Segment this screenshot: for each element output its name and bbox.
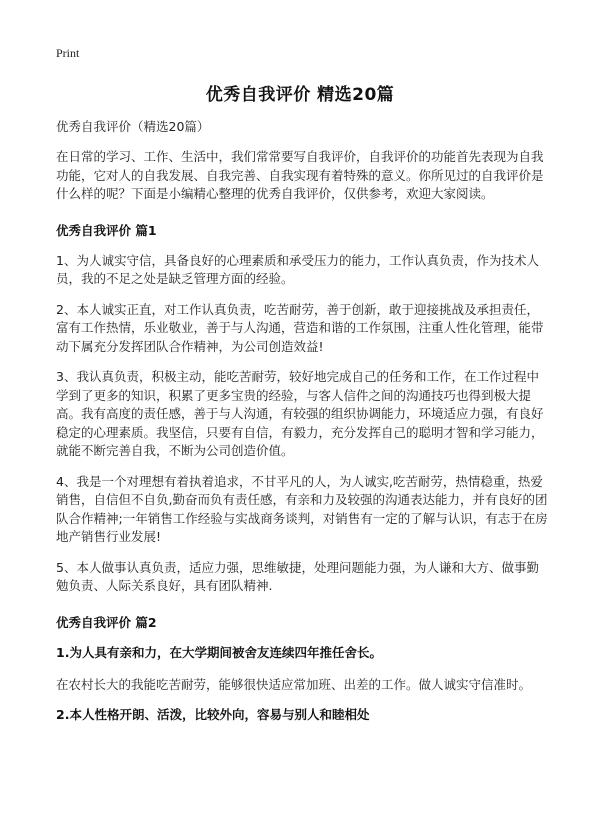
section-heading-1: 优秀自我评价 篇1	[56, 222, 157, 238]
article-body	[56, 118, 548, 738]
paragraph: 3、我认真负责，积极主动，能吃苦耐劳，较好地完成自己的任务和工作，在工作过程中学到了更多的知识，积累了更多宝贵的经验，与客人信件之间的沟通技巧也得到极大提高。我有高度的责任感，善于与人沟通，有较强的组织协调能力，环境适应力强，有良好稳定的心理素质。我坚信，只要有自信，有毅力，充分发挥自己的聪明才智和学习能力，就能不断完善自我，不断为公司创造价值。	[56, 369, 544, 458]
page-title: 优秀自我评价 精选20篇	[205, 85, 395, 105]
paragraph: 5、本人做事认真负责，适应力强，思维敏捷，处理问题能力强，为人谦和大方、做事勤勉负责、人际关系良好，具有团队精神.	[56, 559, 539, 593]
print-link[interactable]: Print	[56, 46, 80, 60]
paragraph: 2、本人诚实正直，对工作认真负责，吃苦耐劳，善于创新，敢于迎接挑战及承担责任，富有工作热情，乐业敬业，善于与人沟通，营造和谐的工作氛围，注重人性化管理，能带动下属充分发挥团队合作精神，为公司创造效益!	[56, 301, 544, 354]
paragraph: 4、我是一个对理想有着执着追求，不甘平凡的人，为人诚实,吃苦耐劳，热情稳重，热爱销售，自信但不自负,勤奋而负有责任感，有亲和力及较强的沟通表达能力，并有良好的团队合作精神;一年销售工作经验与实战商务谈判，对销售有一定的了解与认识，有志于在房地产销售行业发展!	[56, 473, 548, 544]
section-heading-2: 优秀自我评价 篇2	[56, 614, 157, 630]
paragraph: 1、为人诚实守信，具备良好的心理素质和承受压力的能力，工作认真负责，作为技术人员，我的不足之处是缺乏管理方面的经验。	[56, 252, 539, 286]
point-heading: 1.为人具有亲和力，在大学期间被舍友连续四年推任舍长。	[56, 644, 382, 660]
point-heading: 2.本人性格开朗、活泼，比较外向，容易与别人和睦相处	[56, 707, 370, 722]
intro-paragraph: 在日常的学习、工作、生活中，我们常常要写自我评价，自我评价的功能首先表现为自我功能，它对人的自我发展、自我完善、自我实现有着特殊的意义。你所见过的自我评价是什么样的呢？下面是小编精心整理的优秀自我评价，仅供参考，欢迎大家阅读。	[56, 149, 544, 201]
article-subtitle: 优秀自我评价（精选20篇）	[56, 119, 210, 134]
paragraph: 在农村长大的我能吃苦耐劳，能够很快适应常加班、出差的工作。做人诚实守信准时。	[56, 676, 532, 692]
